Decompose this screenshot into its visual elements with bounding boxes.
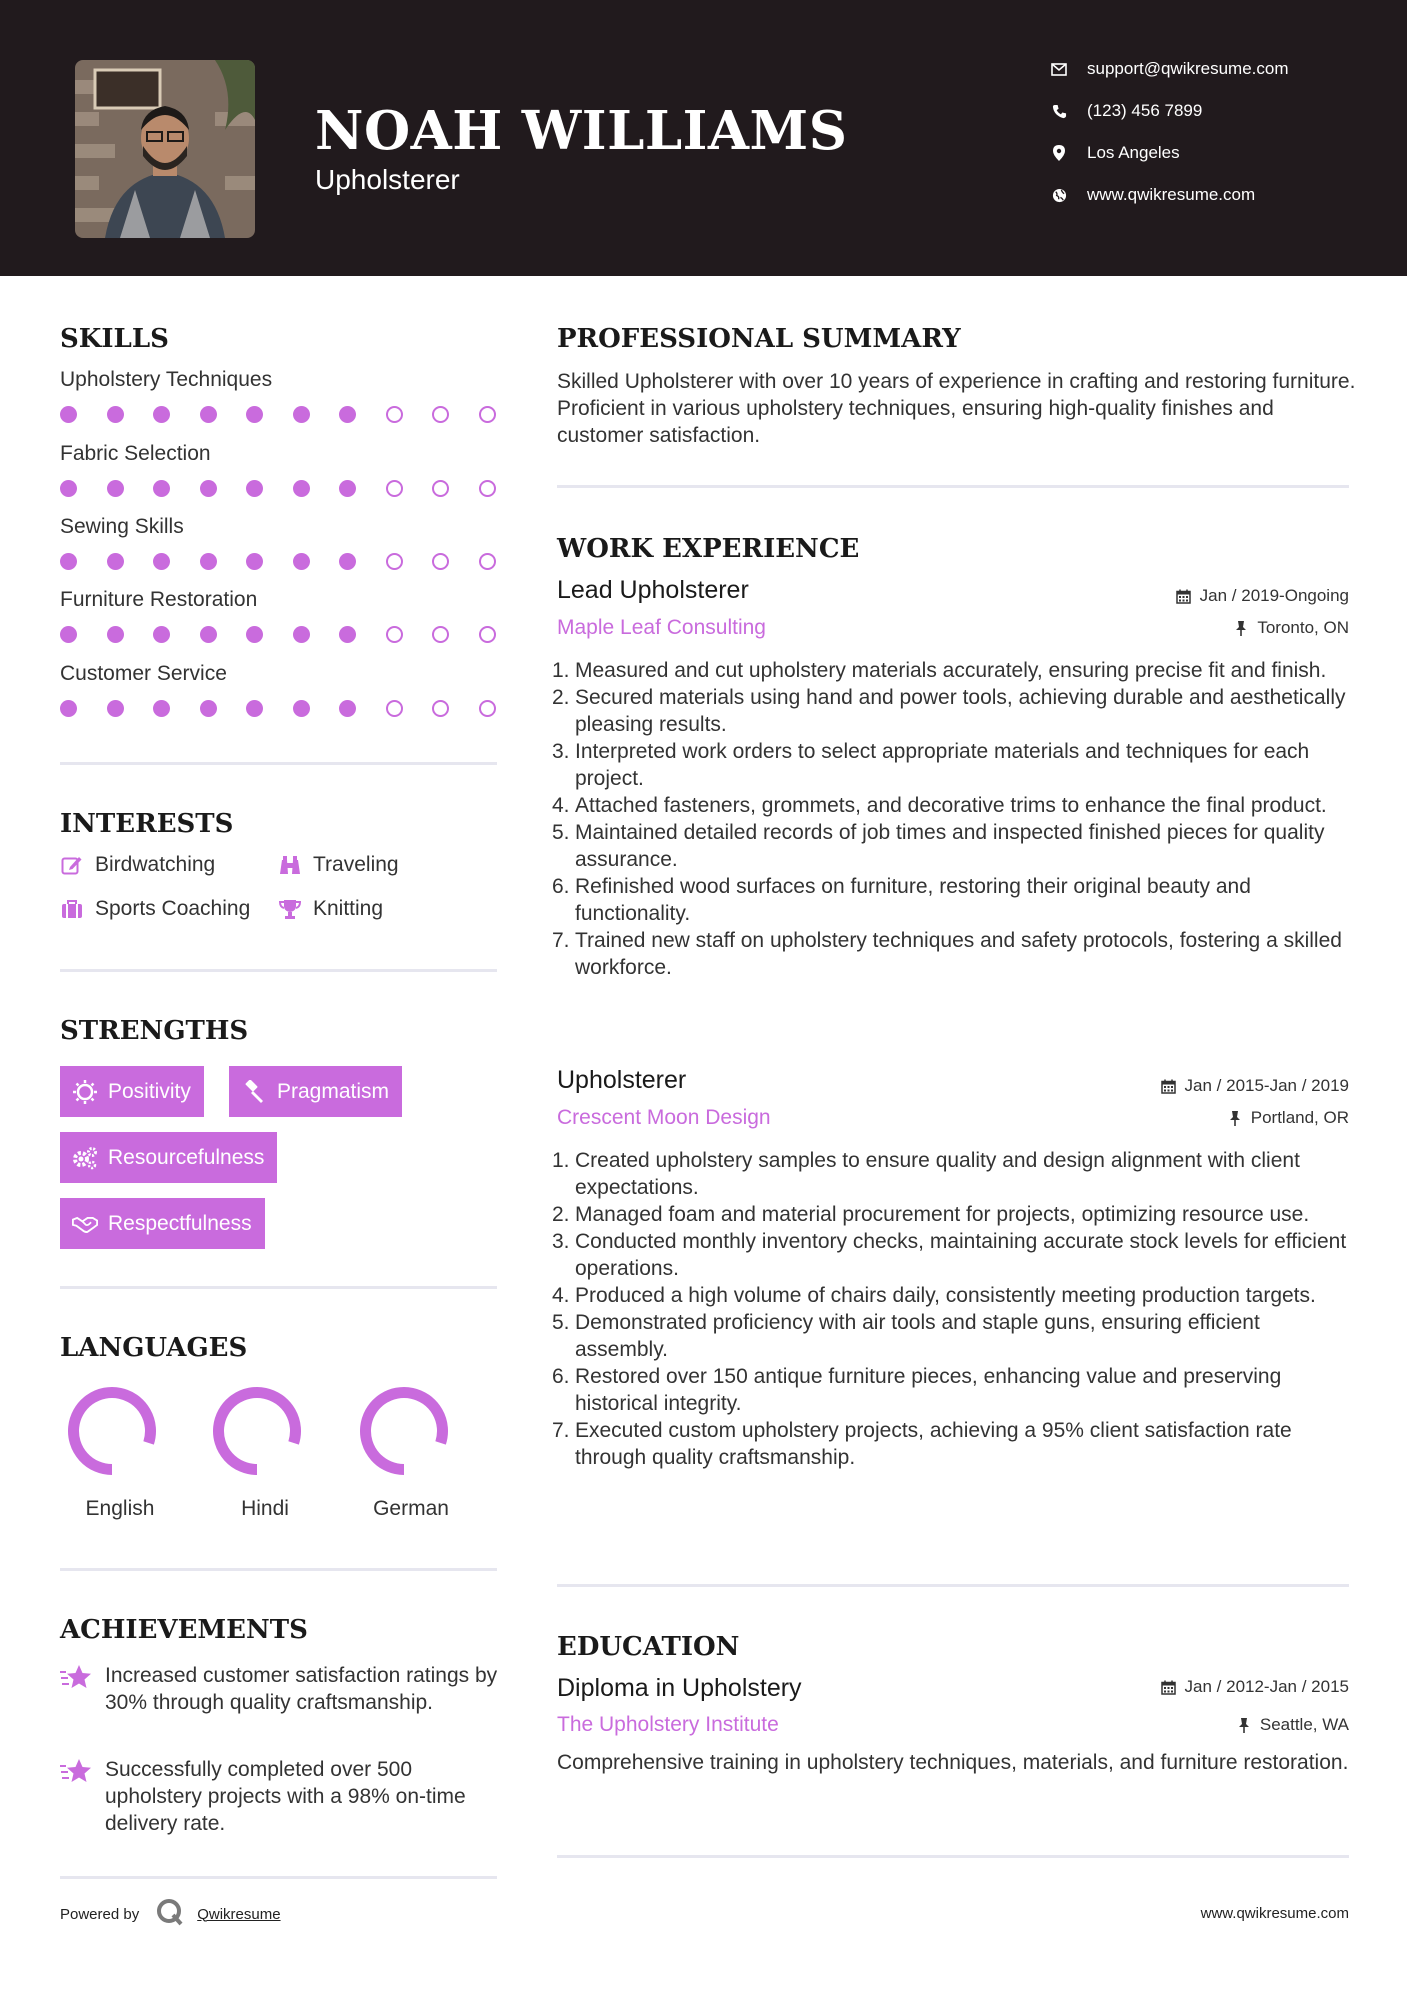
language-name: English: [85, 1497, 155, 1520]
strength-label: Resourcefulness: [108, 1145, 265, 1169]
interest-item: [278, 897, 383, 921]
strength-chip: [60, 1132, 277, 1183]
strength-chip: [60, 1066, 204, 1117]
envelope-icon: [1050, 60, 1068, 78]
job-dates-text: Jan / 2015-Jan / 2019: [1184, 1076, 1349, 1095]
sun-icon: [72, 1079, 98, 1105]
english-proficiency-ring: [67, 1386, 157, 1476]
list-item: 5. Demonstrated proficiency with air tools and staple guns, ensuring efficient assembly.: [552, 1311, 1260, 1361]
email-text: support@qwikresume.com: [1087, 59, 1289, 78]
rating-dot-empty: [386, 626, 403, 643]
skill-rating: [60, 700, 500, 718]
interest-label: Sports Coaching: [95, 897, 251, 920]
pencil-square-icon: [60, 853, 84, 877]
experience-heading: WORK EXPERIENCE: [557, 534, 860, 564]
footer-website[interactable]: www.qwikresume.com: [1200, 1905, 1349, 1922]
pushpin-icon: [1236, 1717, 1252, 1733]
binoculars-icon: [278, 853, 302, 877]
star-icon: [60, 1758, 92, 1786]
rating-dot-filled: [339, 553, 356, 570]
bullet-text: Demonstrated proficiency with air tools and staple guns, ensuring efficient assembly.: [575, 1311, 1260, 1361]
contact-location: [1050, 143, 1180, 163]
section-divider: [60, 1876, 497, 1879]
hindi-proficiency-ring: [212, 1386, 302, 1476]
powered-by-label: Powered by: [60, 1905, 140, 1923]
rating-dot-empty: [432, 480, 449, 497]
interest-label: Traveling: [313, 853, 399, 876]
rating-dot-empty: [386, 480, 403, 497]
rating-dot-empty: [479, 553, 496, 570]
job-dates-text: Jan / 2019-Ongoing: [1199, 586, 1349, 605]
trophy-icon: [278, 897, 302, 921]
job-responsibilities: [552, 657, 1357, 981]
rating-dot-filled: [246, 626, 263, 643]
strength-label: Positivity: [108, 1079, 191, 1103]
section-divider: [60, 969, 497, 972]
skill-name: Fabric Selection: [60, 442, 211, 465]
job-location-text: Portland, OR: [1250, 1108, 1349, 1127]
section-divider: [60, 1286, 497, 1289]
rating-dot-empty: [432, 553, 449, 570]
language-name: Hindi: [241, 1497, 289, 1520]
rating-dot-empty: [432, 406, 449, 423]
bullet-text: Restored over 150 antique furniture pieces, enhancing value and preserving historical integrity.: [575, 1365, 1282, 1415]
profile-photo: [75, 60, 255, 238]
footer-powered-by: [60, 1897, 281, 1931]
pushpin-icon: [1233, 620, 1249, 636]
rating-dot-filled: [339, 480, 356, 497]
job-responsibilities: [552, 1147, 1357, 1471]
bullet-text: Executed custom upholstery projects, achieving a 95% client satisfaction rate through quality craftsmanship.: [575, 1419, 1292, 1469]
rating-dot-filled: [60, 406, 77, 423]
website-text: www.qwikresume.com: [1087, 185, 1256, 204]
achievements-heading: ACHIEVEMENTS: [60, 1615, 308, 1645]
strength-label: Respectfulness: [108, 1211, 252, 1235]
rating-dot-filled: [60, 626, 77, 643]
contact-email[interactable]: [1050, 59, 1289, 79]
list-item: 2. Managed foam and material procurement for projects, optimizing resource use.: [552, 1203, 1310, 1226]
gavel-icon: [241, 1079, 267, 1105]
list-item: 4. Produced a high volume of chairs daily, consistently meeting production targets.: [552, 1284, 1316, 1307]
star-icon: [60, 1664, 92, 1692]
rating-dot-filled: [339, 626, 356, 643]
strength-chip: [60, 1198, 265, 1249]
summary-heading: PROFESSIONAL SUMMARY: [557, 324, 961, 354]
interests-heading: INTERESTS: [60, 809, 234, 839]
rating-dot-empty: [479, 700, 496, 717]
location-text: Los Angeles: [1087, 143, 1180, 162]
gears-icon: [72, 1145, 98, 1171]
rating-dot-filled: [293, 480, 310, 497]
list-item: 2. Secured materials using hand and power tools, achieving durable and aesthetically pleasing results.: [552, 686, 1346, 736]
rating-dot-filled: [293, 700, 310, 717]
rating-dot-filled: [200, 553, 217, 570]
skill-rating: [60, 553, 500, 571]
job-company: Crescent Moon Design: [557, 1106, 771, 1129]
bullet-text: Interpreted work orders to select appropriate materials and techniques for each project.: [575, 740, 1310, 790]
rating-dot-empty: [479, 406, 496, 423]
rating-dot-filled: [107, 553, 124, 570]
job-company: Maple Leaf Consulting: [557, 616, 766, 639]
skill-rating: [60, 480, 500, 498]
list-item: 4. Attached fasteners, grommets, and decorative trims to enhance the final product.: [552, 794, 1327, 817]
strength-label: Pragmatism: [277, 1079, 390, 1103]
phone-text: (123) 456 7899: [1087, 101, 1203, 120]
interest-item: [60, 853, 215, 877]
skill-rating: [60, 626, 500, 644]
rating-dot-empty: [479, 480, 496, 497]
section-divider: [557, 485, 1349, 488]
rating-dot-filled: [60, 480, 77, 497]
summary-text: Skilled Upholsterer with over 10 years of experience in crafting and restoring furniture. Proficient in various upholstery techniques, ensuring high-quality finishes and customer satisfaction.: [557, 370, 1356, 447]
rating-dot-empty: [386, 406, 403, 423]
job-role: Lead Upholsterer: [557, 576, 749, 604]
education-location: [1236, 1715, 1349, 1735]
rating-dot-filled: [339, 406, 356, 423]
list-item: 6. Refinished wood surfaces on furniture, restoring their original beauty and functionality.: [552, 875, 1251, 925]
rating-dot-filled: [200, 406, 217, 423]
rating-dot-filled: [293, 626, 310, 643]
skill-name: Upholstery Techniques: [60, 368, 273, 391]
resume-header: [0, 0, 1407, 276]
job-dates: [1176, 586, 1349, 606]
rating-dot-filled: [153, 700, 170, 717]
section-divider: [60, 1568, 497, 1571]
rating-dot-filled: [107, 480, 124, 497]
job-location-text: Toronto, ON: [1257, 618, 1349, 637]
rating-dot-empty: [386, 700, 403, 717]
contact-phone[interactable]: [1050, 101, 1202, 121]
qwikresume-link[interactable]: Qwikresume: [197, 1905, 281, 1923]
bullet-text: Measured and cut upholstery materials accurately, ensuring precise fit and finish.: [575, 659, 1327, 682]
rating-dot-filled: [246, 480, 263, 497]
section-divider: [557, 1855, 1349, 1858]
rating-dot-empty: [386, 553, 403, 570]
education-description: Comprehensive training in upholstery techniques, materials, and furniture restoration.: [557, 1751, 1349, 1774]
skills-heading: SKILLS: [60, 324, 169, 354]
bullet-text: Secured materials using hand and power tools, achieving durable and aesthetically pleasing results.: [575, 686, 1346, 736]
list-item: 7. Executed custom upholstery projects, achieving a 95% client satisfaction rate through quality craftsmanship.: [552, 1419, 1292, 1469]
rating-dot-empty: [432, 626, 449, 643]
list-item: 6. Restored over 150 antique furniture pieces, enhancing value and preserving historical integrity.: [552, 1365, 1282, 1415]
rating-dot-filled: [339, 700, 356, 717]
bullet-text: Maintained detailed records of job times and inspected finished pieces for quality assurance.: [575, 821, 1325, 871]
skill-name: Furniture Restoration: [60, 588, 258, 611]
rating-dot-filled: [153, 406, 170, 423]
section-divider: [60, 762, 497, 765]
calendar-icon: [1176, 588, 1192, 604]
briefcase-icon: [60, 897, 84, 921]
location-pin-icon: [1050, 144, 1068, 162]
rating-dot-filled: [153, 553, 170, 570]
education-location-text: Seattle, WA: [1259, 1715, 1349, 1734]
education-dates-text: Jan / 2012-Jan / 2015: [1184, 1677, 1349, 1696]
bullet-text: Managed foam and material procurement for projects, optimizing resource use.: [575, 1203, 1310, 1226]
qwikresume-logo-icon: [155, 1897, 185, 1931]
rating-dot-filled: [246, 553, 263, 570]
achievement-text: Successfully completed over 500 upholstery projects with a 98% on-time delivery rate.: [105, 1758, 466, 1835]
achievement-item: [60, 1756, 500, 1837]
bullet-text: Attached fasteners, grommets, and decorative trims to enhance the final product.: [575, 794, 1327, 817]
bullet-text: Trained new staff on upholstery techniques and safety protocols, fostering a skilled workforce.: [575, 929, 1342, 979]
rating-dot-empty: [432, 700, 449, 717]
rating-dot-filled: [107, 700, 124, 717]
achievement-text: Increased customer satisfaction ratings by 30% through quality craftsmanship.: [105, 1664, 498, 1714]
bullet-text: Produced a high volume of chairs daily, consistently meeting production targets.: [575, 1284, 1316, 1307]
rating-dot-filled: [246, 700, 263, 717]
rating-dot-filled: [107, 406, 124, 423]
rating-dot-filled: [60, 700, 77, 717]
skill-name: Sewing Skills: [60, 515, 184, 538]
rating-dot-filled: [107, 626, 124, 643]
rating-dot-filled: [200, 480, 217, 497]
rating-dot-filled: [153, 626, 170, 643]
job-role: Upholsterer: [557, 1066, 687, 1094]
globe-icon: [1050, 186, 1068, 204]
rating-dot-filled: [293, 553, 310, 570]
skill-name: Customer Service: [60, 662, 227, 685]
interest-label: Knitting: [313, 897, 384, 920]
rating-dot-filled: [153, 480, 170, 497]
education-school: The Upholstery Institute: [557, 1713, 779, 1736]
language-name: German: [373, 1497, 449, 1520]
list-item: 3. Interpreted work orders to select appropriate materials and techniques for each project.: [552, 740, 1310, 790]
rating-dot-filled: [60, 553, 77, 570]
calendar-icon: [1161, 1078, 1177, 1094]
rating-dot-filled: [246, 406, 263, 423]
education-heading: EDUCATION: [557, 1632, 740, 1662]
language-ring: [212, 1386, 302, 1481]
rating-dot-filled: [200, 626, 217, 643]
contact-website[interactable]: [1050, 185, 1255, 205]
job-dates: [1161, 1076, 1349, 1096]
job-location: [1233, 618, 1349, 638]
list-item: 7. Trained new staff on upholstery techniques and safety protocols, fostering a skilled workforce.: [552, 929, 1342, 979]
phone-icon: [1050, 102, 1068, 120]
strength-chip: [229, 1066, 402, 1117]
job-location: [1227, 1108, 1349, 1128]
list-item: 1. Measured and cut upholstery materials accurately, ensuring precise fit and finish.: [552, 659, 1327, 682]
skill-rating: [60, 406, 500, 424]
interest-label: Birdwatching: [95, 853, 216, 876]
candidate-title: Upholsterer: [315, 164, 460, 195]
german-proficiency-ring: [359, 1386, 449, 1476]
languages-heading: LANGUAGES: [60, 1333, 248, 1363]
rating-dot-filled: [293, 406, 310, 423]
interest-item: [60, 897, 250, 921]
bullet-text: Created upholstery samples to ensure quality and design alignment with client expectations.: [575, 1149, 1300, 1199]
education-degree: Diploma in Upholstery: [557, 1674, 802, 1702]
rating-dot-filled: [200, 700, 217, 717]
rating-dot-empty: [479, 626, 496, 643]
list-item: 1. Created upholstery samples to ensure quality and design alignment with client expectations.: [552, 1149, 1300, 1199]
bullet-text: Conducted monthly inventory checks, maintaining accurate stock levels for efficient operations.: [575, 1230, 1347, 1280]
interest-item: [278, 853, 399, 877]
list-item: 5. Maintained detailed records of job times and inspected finished pieces for quality assurance.: [552, 821, 1325, 871]
strengths-heading: STRENGTHS: [60, 1016, 249, 1046]
section-divider: [557, 1584, 1349, 1587]
education-dates: [1161, 1677, 1349, 1697]
language-ring: [359, 1386, 449, 1481]
bullet-text: Refinished wood surfaces on furniture, restoring their original beauty and functionality.: [575, 875, 1251, 925]
pushpin-icon: [1227, 1110, 1243, 1126]
candidate-name: NOAH WILLIAMS: [315, 100, 848, 162]
handshake-icon: [72, 1211, 98, 1237]
language-ring: [67, 1386, 157, 1481]
list-item: 3. Conducted monthly inventory checks, maintaining accurate stock levels for efficient operations.: [552, 1230, 1347, 1280]
calendar-icon: [1161, 1679, 1177, 1695]
achievement-item: [60, 1662, 500, 1716]
